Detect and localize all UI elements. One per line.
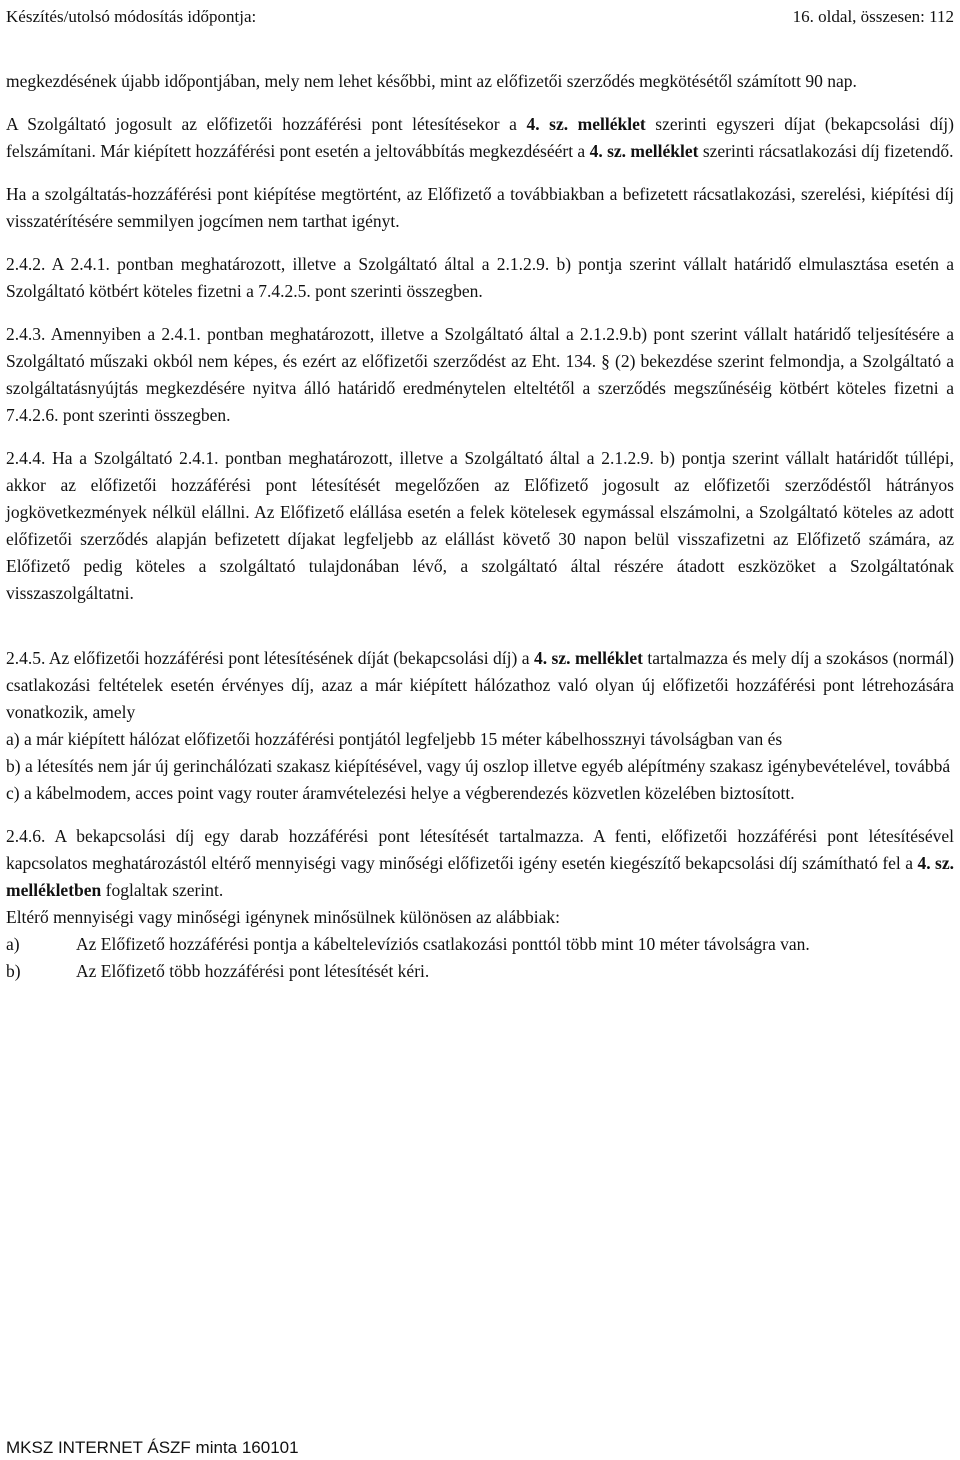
list-marker: b) [6, 961, 21, 981]
condition-a: a) a már kiépített hálózat előfizetői hozzáférési pontjától legfeljebb 15 méter kábelhosszнyi távolságban van és [6, 729, 783, 749]
list-item-text: Az Előfizető több hozzáférési pont létesítését kéri. [76, 961, 430, 981]
list-item-text: Az Előfizető hozzáférési pontja a kábeltelevíziós csatlakozási ponttól több mint 10 méter távolságra van. [76, 934, 810, 954]
header-date-label: Készítés/utolsó módosítás időpontja: [6, 7, 257, 26]
header-page-counter: 16. oldal, összesen: 112 [792, 7, 954, 26]
condition-b: b) a létesítés nem jár új gerinchálózati szakasz kiépítésével, vagy új oszlop illetve egyéb alépítmény szakasz igénybevételével, továbbá [6, 756, 951, 776]
list-item [6, 931, 954, 958]
paragraph-no-refund: Ha a szolgáltatás-hozzáférési pont kiépítése megtörtént, az Előfizető a továbbiakban a befizetett rácsatlakozási, szerelési, kiépítési díj visszatérítésére semmilyen jogcímen nem tarthat igényt. [6, 184, 954, 231]
page-footer: MKSZ INTERNET ÁSZF minta 160101 [6, 1438, 299, 1457]
annex-reference: 4. sz. mellékletben [6, 853, 955, 900]
text-span: 2.4.5. Az előfizetői hozzáférési pont létesítésének díját (bekapcsolási díj) a [6, 648, 534, 668]
paragraph-connection-fee [6, 111, 954, 165]
paragraph-2-4-5 [6, 645, 954, 726]
list-marker: a) [6, 934, 20, 954]
page-header [0, 0, 960, 34]
text-span: A Szolgáltató jogosult az előfizetői hozzáférési pont létesítésekor a [6, 114, 527, 134]
text-span: foglaltak szerint. [101, 880, 224, 900]
paragraph-continuation: megkezdésének újabb időpontjában, mely nem lehet későbbi, mint az előfizetői szerződés megkötésétől számított 90 nap. [6, 71, 857, 91]
paragraph-2-4-3: 2.4.3. Amennyiben a 2.4.1. pontban meghatározott, illetve a Szolgáltató által a 2.1.2.9.b) pont szerint vállalt határidő teljesítésére a Szolgáltató műszaki okból nem képes, és ezért az előfizetői szerződést az Eht. 134. § (2) bekezdése szerint felmondja, a Szolgáltató a szolgáltatásnyújtás megkezdésére nyitva álló határidő eredménytelen elteltétől a szerződés megszűnéséig kötbért köteles fizetni a 7.4.2.6. pont szerinti összegben. [6, 324, 954, 425]
annex-reference: 4. sz. melléklet [533, 648, 643, 668]
annex-reference: 4. sz. melléklet [526, 114, 646, 134]
paragraph-2-4-2: 2.4.2. A 2.4.1. pontban meghatározott, illetve a Szolgáltató által a 2.1.2.9. b) pontja szerint vállalt határidő elmulasztása esetén a Szolgáltató kötbért köteles fizetni a 7.4.2.5. pont szerinti összegben. [6, 254, 954, 301]
paragraph-2-4-4: 2.4.4. Ha a Szolgáltató 2.4.1. pontban meghatározott, illetve a Szolgáltató által a 2.1.2.9. b) pontja szerint vállalt határidőt túllépi, akkor az előfizetői hozzáférési pont létesítését megelőzően az Előfizető jogosult az előfizetői szerződéstől hátrányos jogkövetkezmények nélkül elállni. Az Előfizető elállása esetén a felek kötelesek egymással elszámolni, a Szolgáltató köteles az adott előfizetői szerződés alapján befizetett díjakat legfeljebb az elállást követő 30 napon belül visszafizetni az Előfizető számára, az Előfizető pedig köteles a szolgáltató tulajdonában lévő, a szolgáltató által részére átadott eszközöket a Szolgáltatónak visszaszolgáltatni. [6, 448, 954, 603]
list-item [6, 958, 954, 985]
paragraph-2-4-6 [6, 823, 954, 904]
annex-reference: 4. sz. melléklet [589, 141, 699, 161]
text-span: 2.4.6. A bekapcsolási díj egy darab hozzáférési pont létesítését tartalmazza. A fenti, előfizetői hozzáférési pont létesítésével kapcsolatos meghatározástól eltérő mennyiségi vagy minőségi előfizetői igény esetén kiegészítő bekapcsolási díj számítható fel a [6, 826, 954, 873]
document-body [6, 68, 954, 985]
text-span: szerinti rácsatlakozási díj fizetendő. [698, 141, 954, 161]
text-span: szerinti egyszeri díjat (bekapcsolási díj) felszámítani. Már kiépített hozzáférési pont esetén a jeltovábbítás megkezdéséért a [6, 114, 954, 161]
condition-c: c) a kábelmodem, acces point vagy router áramvételezési helye a végberendezés közvetlen közelében biztosított. [6, 783, 795, 803]
text-span: tartalmazza és mely díj a szokásos (normál) csatlakozási feltételek esetén érvényes díj, azaz a már kiépített hálózathoz való olyan új előfizetői hozzáférési pont létrehozására vonatkozik, amely [6, 648, 954, 722]
paragraph-different-demands: Eltérő mennyiségi vagy minőségi igénynek minősülnek különösen az alábbiak: [6, 907, 561, 927]
